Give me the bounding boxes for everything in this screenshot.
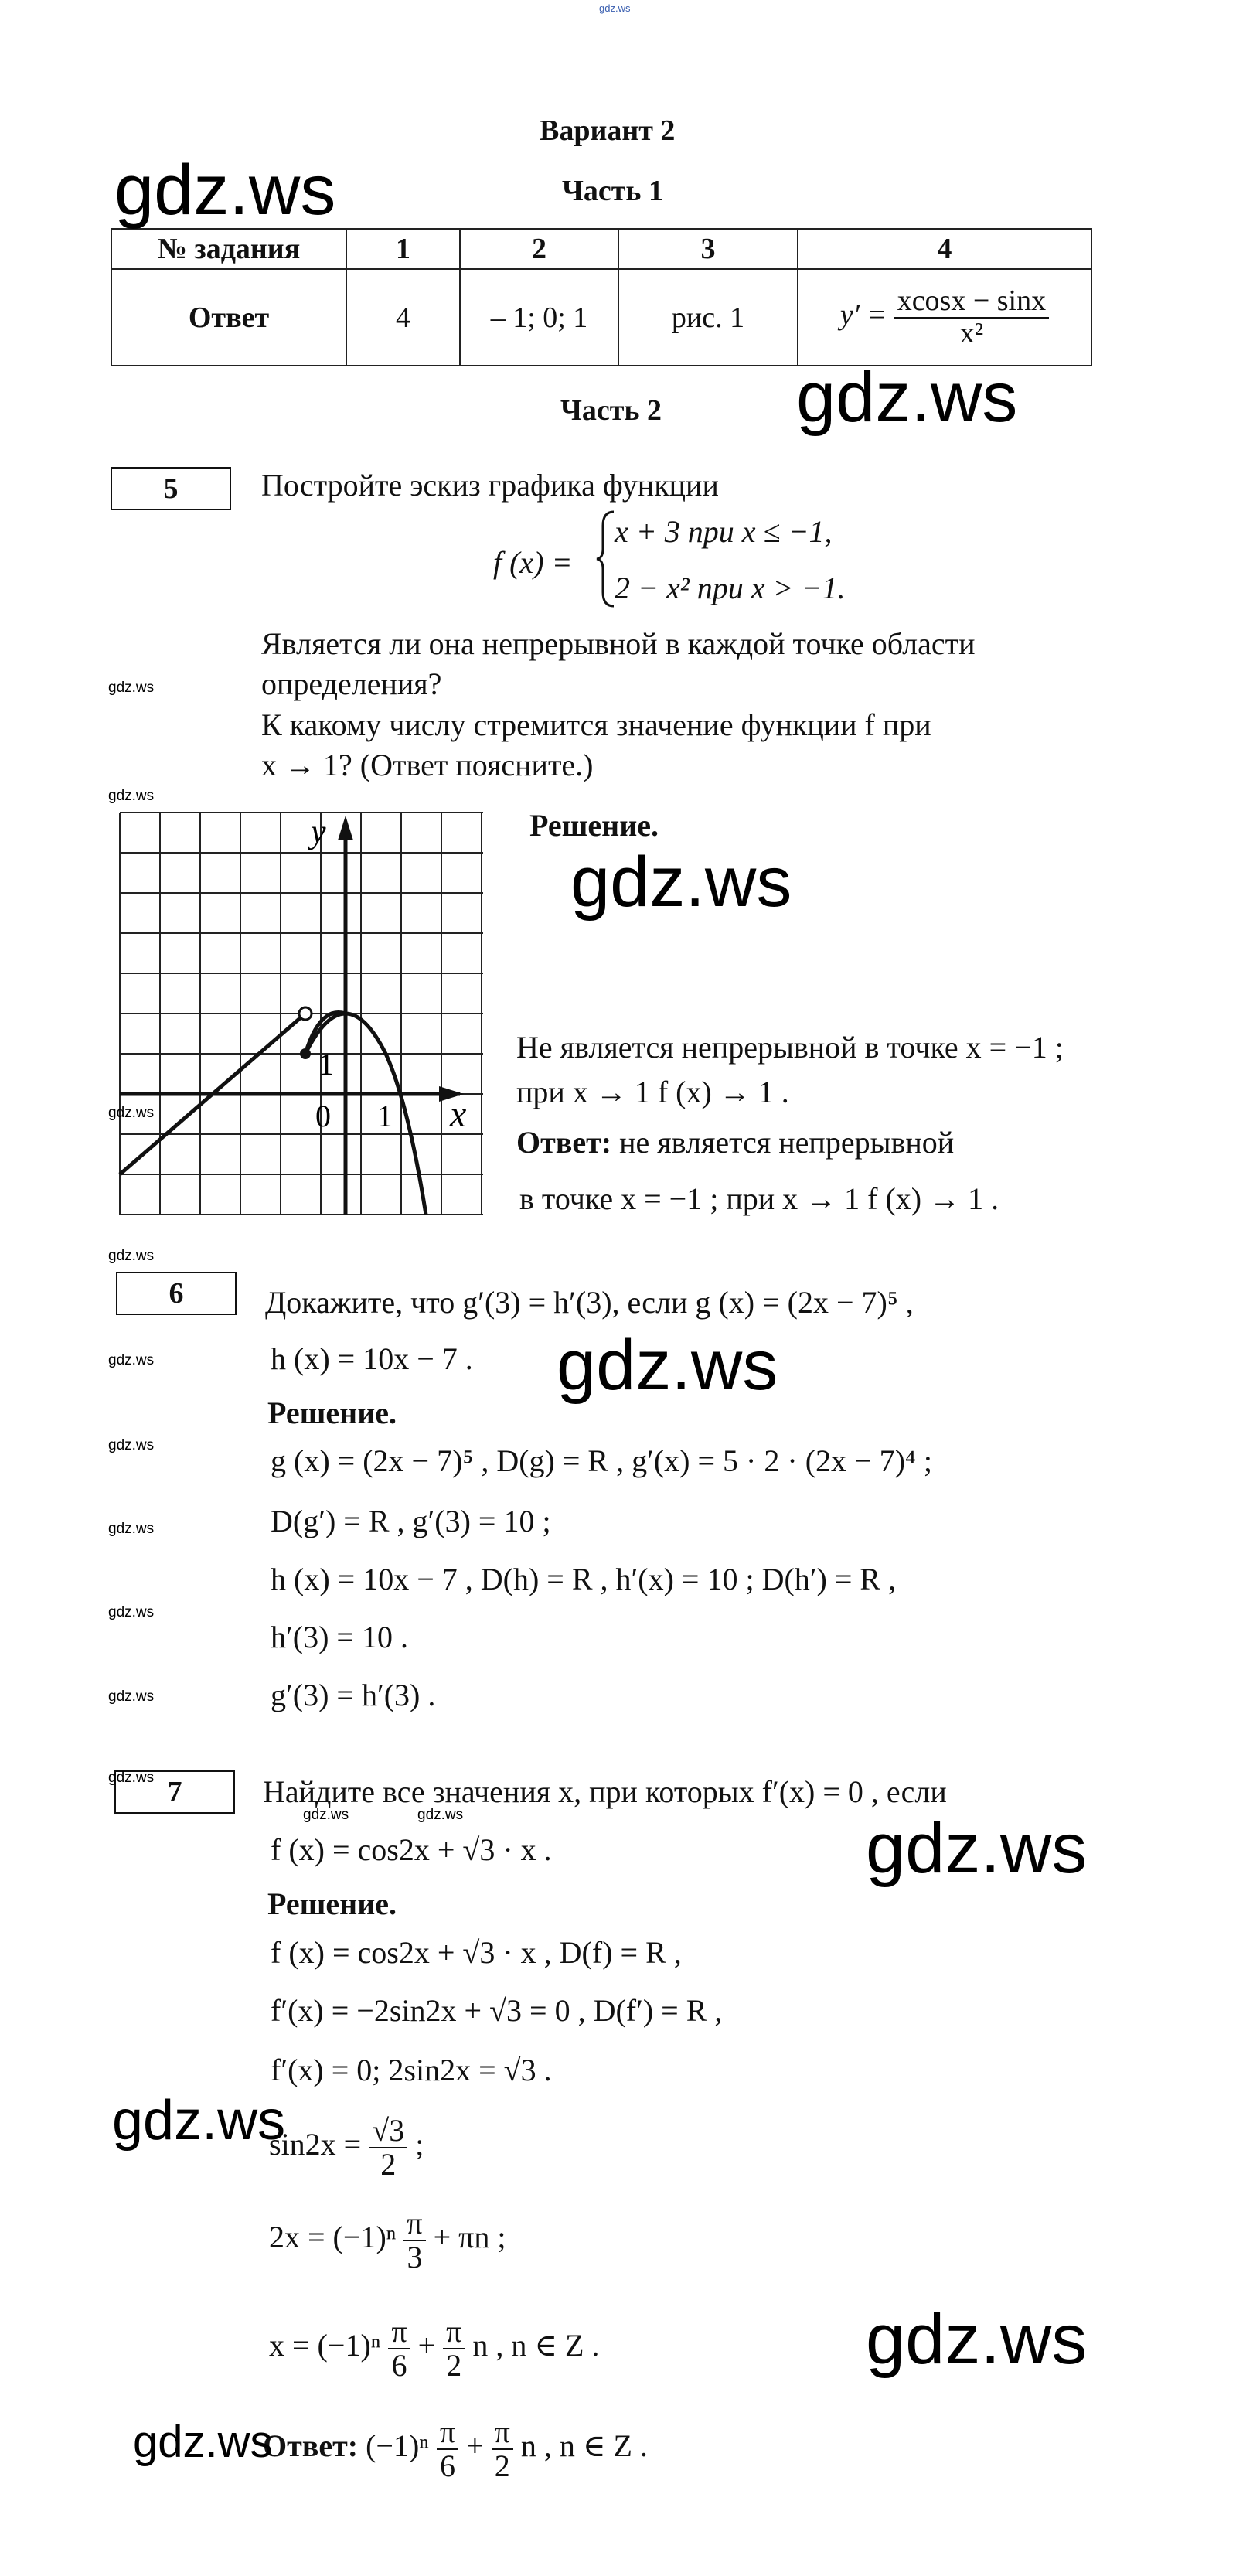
watermark-small: gdz.ws	[108, 1248, 155, 1264]
formula-fraction	[894, 286, 1049, 349]
fraction-numerator: π	[443, 2315, 465, 2349]
watermark-large: gdz.ws	[133, 2417, 273, 2467]
task5-case2: 2 − x² при x > −1.	[615, 571, 846, 605]
watermark-small: gdz.ws	[108, 1105, 155, 1121]
task7-sin-equation	[269, 2114, 424, 2181]
sin-lhs: sin2x =	[269, 2127, 362, 2162]
answer-cell-formula	[798, 269, 1091, 366]
task7-answer	[263, 2416, 648, 2482]
task5-graph	[116, 808, 487, 1218]
answer-table-header	[111, 229, 1091, 269]
fraction-denominator: 3	[407, 2240, 423, 2274]
watermark-small: gdz.ws	[108, 1688, 155, 1705]
plus-sign: +	[417, 2328, 436, 2363]
formula-lhs: y′ =	[839, 298, 887, 332]
task7-step3	[269, 2315, 599, 2382]
answer-label: Ответ:	[263, 2428, 359, 2464]
watermark-small: gdz.ws	[108, 1604, 155, 1620]
step2-end: + πn ;	[433, 2220, 506, 2255]
task6-line: h (x) = 10x − 7 , D(h) = R , h′(x) = 10 ; D(h′) = R ,	[271, 1562, 897, 1596]
step3-fraction-1	[388, 2315, 410, 2382]
y-axis-label: y	[311, 813, 326, 850]
task6-line: D(g′) = R , g′(3) = 10 ;	[271, 1504, 551, 1538]
task7-step2	[269, 2207, 506, 2274]
task6-prompt-line2: h (x) = 10x − 7 .	[271, 1341, 473, 1376]
answer-end: n , n ∈ Z .	[520, 2428, 648, 2464]
answer-label: Ответ:	[516, 1125, 612, 1160]
y-one-label: 1	[318, 1047, 334, 1082]
header-cell: 2	[460, 229, 618, 269]
answer-lhs: (−1)ⁿ	[366, 2428, 429, 2464]
y-axis-arrow	[338, 816, 353, 840]
task5-question2-line1: К какому числу стремится значение функции f при	[261, 707, 931, 742]
fraction-numerator: π	[403, 2207, 425, 2241]
watermark-large: gdz.ws	[866, 1809, 1088, 1888]
watermark-large: gdz.ws	[796, 358, 1018, 437]
fraction-numerator: √3	[369, 2114, 407, 2148]
plus-sign: +	[466, 2428, 484, 2464]
fraction-denominator: 2	[380, 2147, 397, 2182]
step3-end: n , n ∈ Z .	[472, 2328, 600, 2363]
task7-number: 7	[114, 1770, 235, 1814]
x-one-label: 1	[377, 1099, 393, 1133]
answer-fraction-1	[437, 2416, 458, 2482]
fraction-denominator: 6	[439, 2448, 455, 2483]
watermark-large: gdz.ws	[114, 151, 336, 230]
task7-line: f (x) = cos2x + √3 · x , D(f) = R ,	[271, 1935, 682, 1970]
task5-answer-line2: в точке x = −1 ; при x → 1 f (x) → 1 .	[519, 1181, 999, 1216]
task6-line: g (x) = (2x − 7)⁵ , D(g) = R , g′(x) = 5 · 2 · (2x − 7)⁴ ;	[271, 1443, 932, 1478]
fraction-numerator: xcosx − sinx	[894, 286, 1049, 319]
watermark-small: gdz.ws	[108, 1770, 155, 1786]
fraction-denominator: x²	[959, 316, 984, 349]
fraction-numerator: π	[437, 2416, 458, 2450]
task5-solution-label: Решение.	[529, 808, 659, 843]
task6-solution-label: Решение.	[267, 1395, 397, 1430]
task5-answer	[516, 1125, 954, 1160]
task5-case1: x + 3 при x ≤ −1,	[615, 514, 833, 549]
watermark-small: gdz.ws	[108, 680, 155, 696]
task6-line: h′(3) = 10 .	[271, 1620, 408, 1654]
watermark-small: gdz.ws	[108, 788, 155, 804]
answer-cell: 4	[346, 269, 460, 366]
watermark-small: gdz.ws	[303, 1807, 349, 1823]
sin-end: ;	[415, 2127, 424, 2162]
watermark-large: gdz.ws	[866, 2300, 1088, 2379]
fraction-denominator: 6	[391, 2348, 407, 2383]
fraction-denominator: 2	[446, 2348, 462, 2383]
task5-function-lhs: f (x) =	[493, 545, 573, 580]
answer-fraction-2	[492, 2416, 513, 2482]
variant-title: Вариант 2	[540, 114, 676, 147]
fraction-numerator: π	[492, 2416, 513, 2450]
answer-cell: рис. 1	[618, 269, 798, 366]
task7-prompt-line2: f (x) = cos2x + √3 · x .	[271, 1832, 552, 1867]
part2-title: Часть 2	[560, 394, 662, 427]
watermark-small: gdz.ws	[417, 1807, 464, 1823]
task5-conclusion-line2: при x → 1 f (x) → 1 .	[516, 1075, 789, 1109]
header-cell: 3	[618, 229, 798, 269]
task6-number: 6	[116, 1272, 237, 1315]
step3-lhs: x = (−1)ⁿ	[269, 2328, 381, 2363]
answer-table	[111, 228, 1092, 366]
task5-conclusion-line1: Не является непрерывной в точке x = −1 ;	[516, 1030, 1064, 1065]
watermark-large: gdz.ws	[570, 843, 792, 922]
row-label: Ответ	[111, 269, 346, 366]
task6-line: g′(3) = h′(3) .	[271, 1678, 436, 1712]
open-point	[299, 1007, 312, 1020]
watermark-small: gdz.ws	[108, 1352, 155, 1368]
step2-fraction	[403, 2207, 425, 2274]
answer-cell: – 1; 0; 1	[460, 269, 618, 366]
origin-label: 0	[315, 1099, 331, 1133]
top-mark: gdz.ws	[599, 2, 631, 14]
task5-question1-line2: определения?	[261, 666, 442, 701]
header-cell: 1	[346, 229, 460, 269]
sin-fraction	[369, 2114, 407, 2181]
watermark-large: gdz.ws	[557, 1326, 778, 1405]
task7-prompt-line1: Найдите все значения x, при которых f′(x) = 0 , если	[263, 1774, 947, 1809]
task5-question2-line2: x → 1? (Ответ поясните.)	[261, 748, 594, 782]
task6-prompt-line1: Докажите, что g′(3) = h′(3), если g (x) = (2x − 7)⁵ ,	[265, 1285, 914, 1320]
answer-text: не является непрерывной	[611, 1125, 955, 1160]
task5-question1-line1: Является ли она непрерывной в каждой точке области	[261, 626, 976, 661]
watermark-small: gdz.ws	[108, 1437, 155, 1453]
task5-prompt: Постройте эскиз графика функции	[261, 468, 719, 503]
task7-line: f′(x) = −2sin2x + √3 = 0 , D(f′) = R ,	[271, 1993, 723, 2028]
step3-fraction-2	[443, 2315, 465, 2382]
watermark-small: gdz.ws	[108, 1521, 155, 1537]
step2-lhs: 2x = (−1)ⁿ	[269, 2220, 397, 2255]
fraction-numerator: π	[388, 2315, 410, 2349]
filled-point	[300, 1048, 311, 1059]
fraction-denominator: 2	[494, 2448, 510, 2483]
part1-title: Часть 1	[562, 175, 664, 207]
header-cell: № задания	[111, 229, 346, 269]
task7-solution-label: Решение.	[267, 1886, 397, 1921]
task5-number: 5	[111, 467, 231, 510]
task7-line: f′(x) = 0; 2sin2x = √3 .	[271, 2053, 552, 2087]
watermark-large: gdz.ws	[112, 2090, 286, 2152]
header-cell: 4	[798, 229, 1091, 269]
x-axis-label: x	[450, 1094, 467, 1135]
answer-table-row	[111, 269, 1091, 366]
